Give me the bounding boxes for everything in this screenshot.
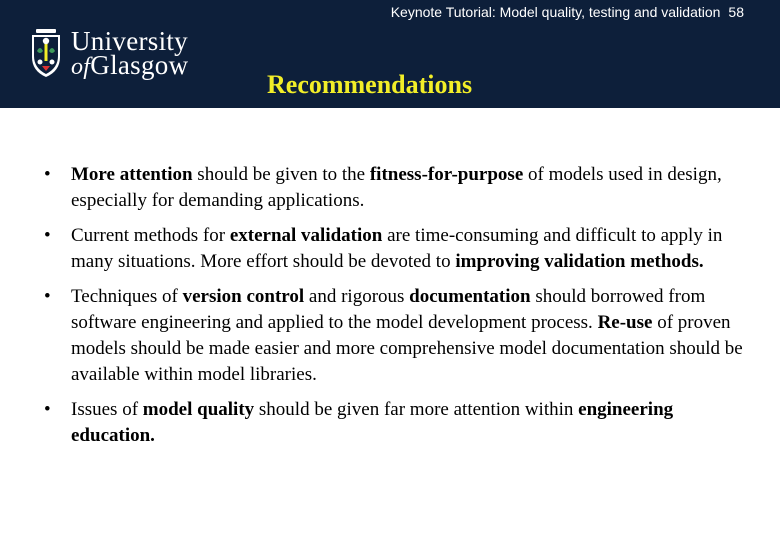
header-caption <box>391 4 744 20</box>
bullet-list <box>0 162 780 458</box>
bullet-1-span-3: fitness-for-purpose <box>369 164 524 185</box>
logo-line2-name: Glasgow <box>90 50 189 80</box>
slide-title: Recommendations <box>267 70 473 99</box>
bullet-item <box>0 397 780 449</box>
bullet-3-span-2: version control <box>182 286 305 307</box>
page-number: 58 <box>728 4 744 20</box>
bullet-3-span-6: Re-use <box>597 312 653 333</box>
logo-line2-prefix: of <box>71 54 91 80</box>
bullet-1-span-4: of models used in design, especially for demanding applications. <box>71 164 722 211</box>
logo-wordmark <box>71 26 189 80</box>
bullet-item <box>0 223 780 275</box>
slide-header <box>0 0 780 108</box>
bullet-3-span-4: documentation <box>409 286 531 307</box>
bullet-3-span-3: and rigorous <box>304 286 410 307</box>
bullet-4-span-1: Issues of <box>71 399 143 420</box>
bullet-3-span-1: Techniques of <box>71 286 183 307</box>
university-logo <box>30 26 188 82</box>
bullet-item <box>0 162 780 214</box>
bullet-3-span-5: should borrowed from software engineering and applied to the model development process. <box>71 286 706 333</box>
bullet-2-span-3: are time-consuming and difficult to apply in many situations. More effort should be devoted to <box>71 225 723 272</box>
bullet-2-span-4: improving validation methods. <box>455 251 704 272</box>
bullet-4-span-3: should be given far more attention within <box>254 399 579 420</box>
bullet-item <box>0 284 780 388</box>
bullet-1-span-1: More attention <box>71 164 193 185</box>
bullet-2-span-1: Current methods for <box>71 225 230 246</box>
caption-text: Keynote Tutorial: Model quality, testing and validation <box>390 4 721 20</box>
logo-line2 <box>71 50 189 80</box>
bullet-4-span-4: engineering education. <box>71 399 674 446</box>
bullet-4-span-2: model quality <box>142 399 255 420</box>
bullet-1-span-2: should be given to the <box>192 164 370 185</box>
logo-line1: University <box>71 26 188 56</box>
bullet-3-span-7: of proven models should be made easier and more comprehensive model documentation should be available within model libraries. <box>71 312 743 385</box>
university-crest-icon <box>30 29 62 79</box>
bullet-2-span-2: external validation <box>229 225 383 246</box>
